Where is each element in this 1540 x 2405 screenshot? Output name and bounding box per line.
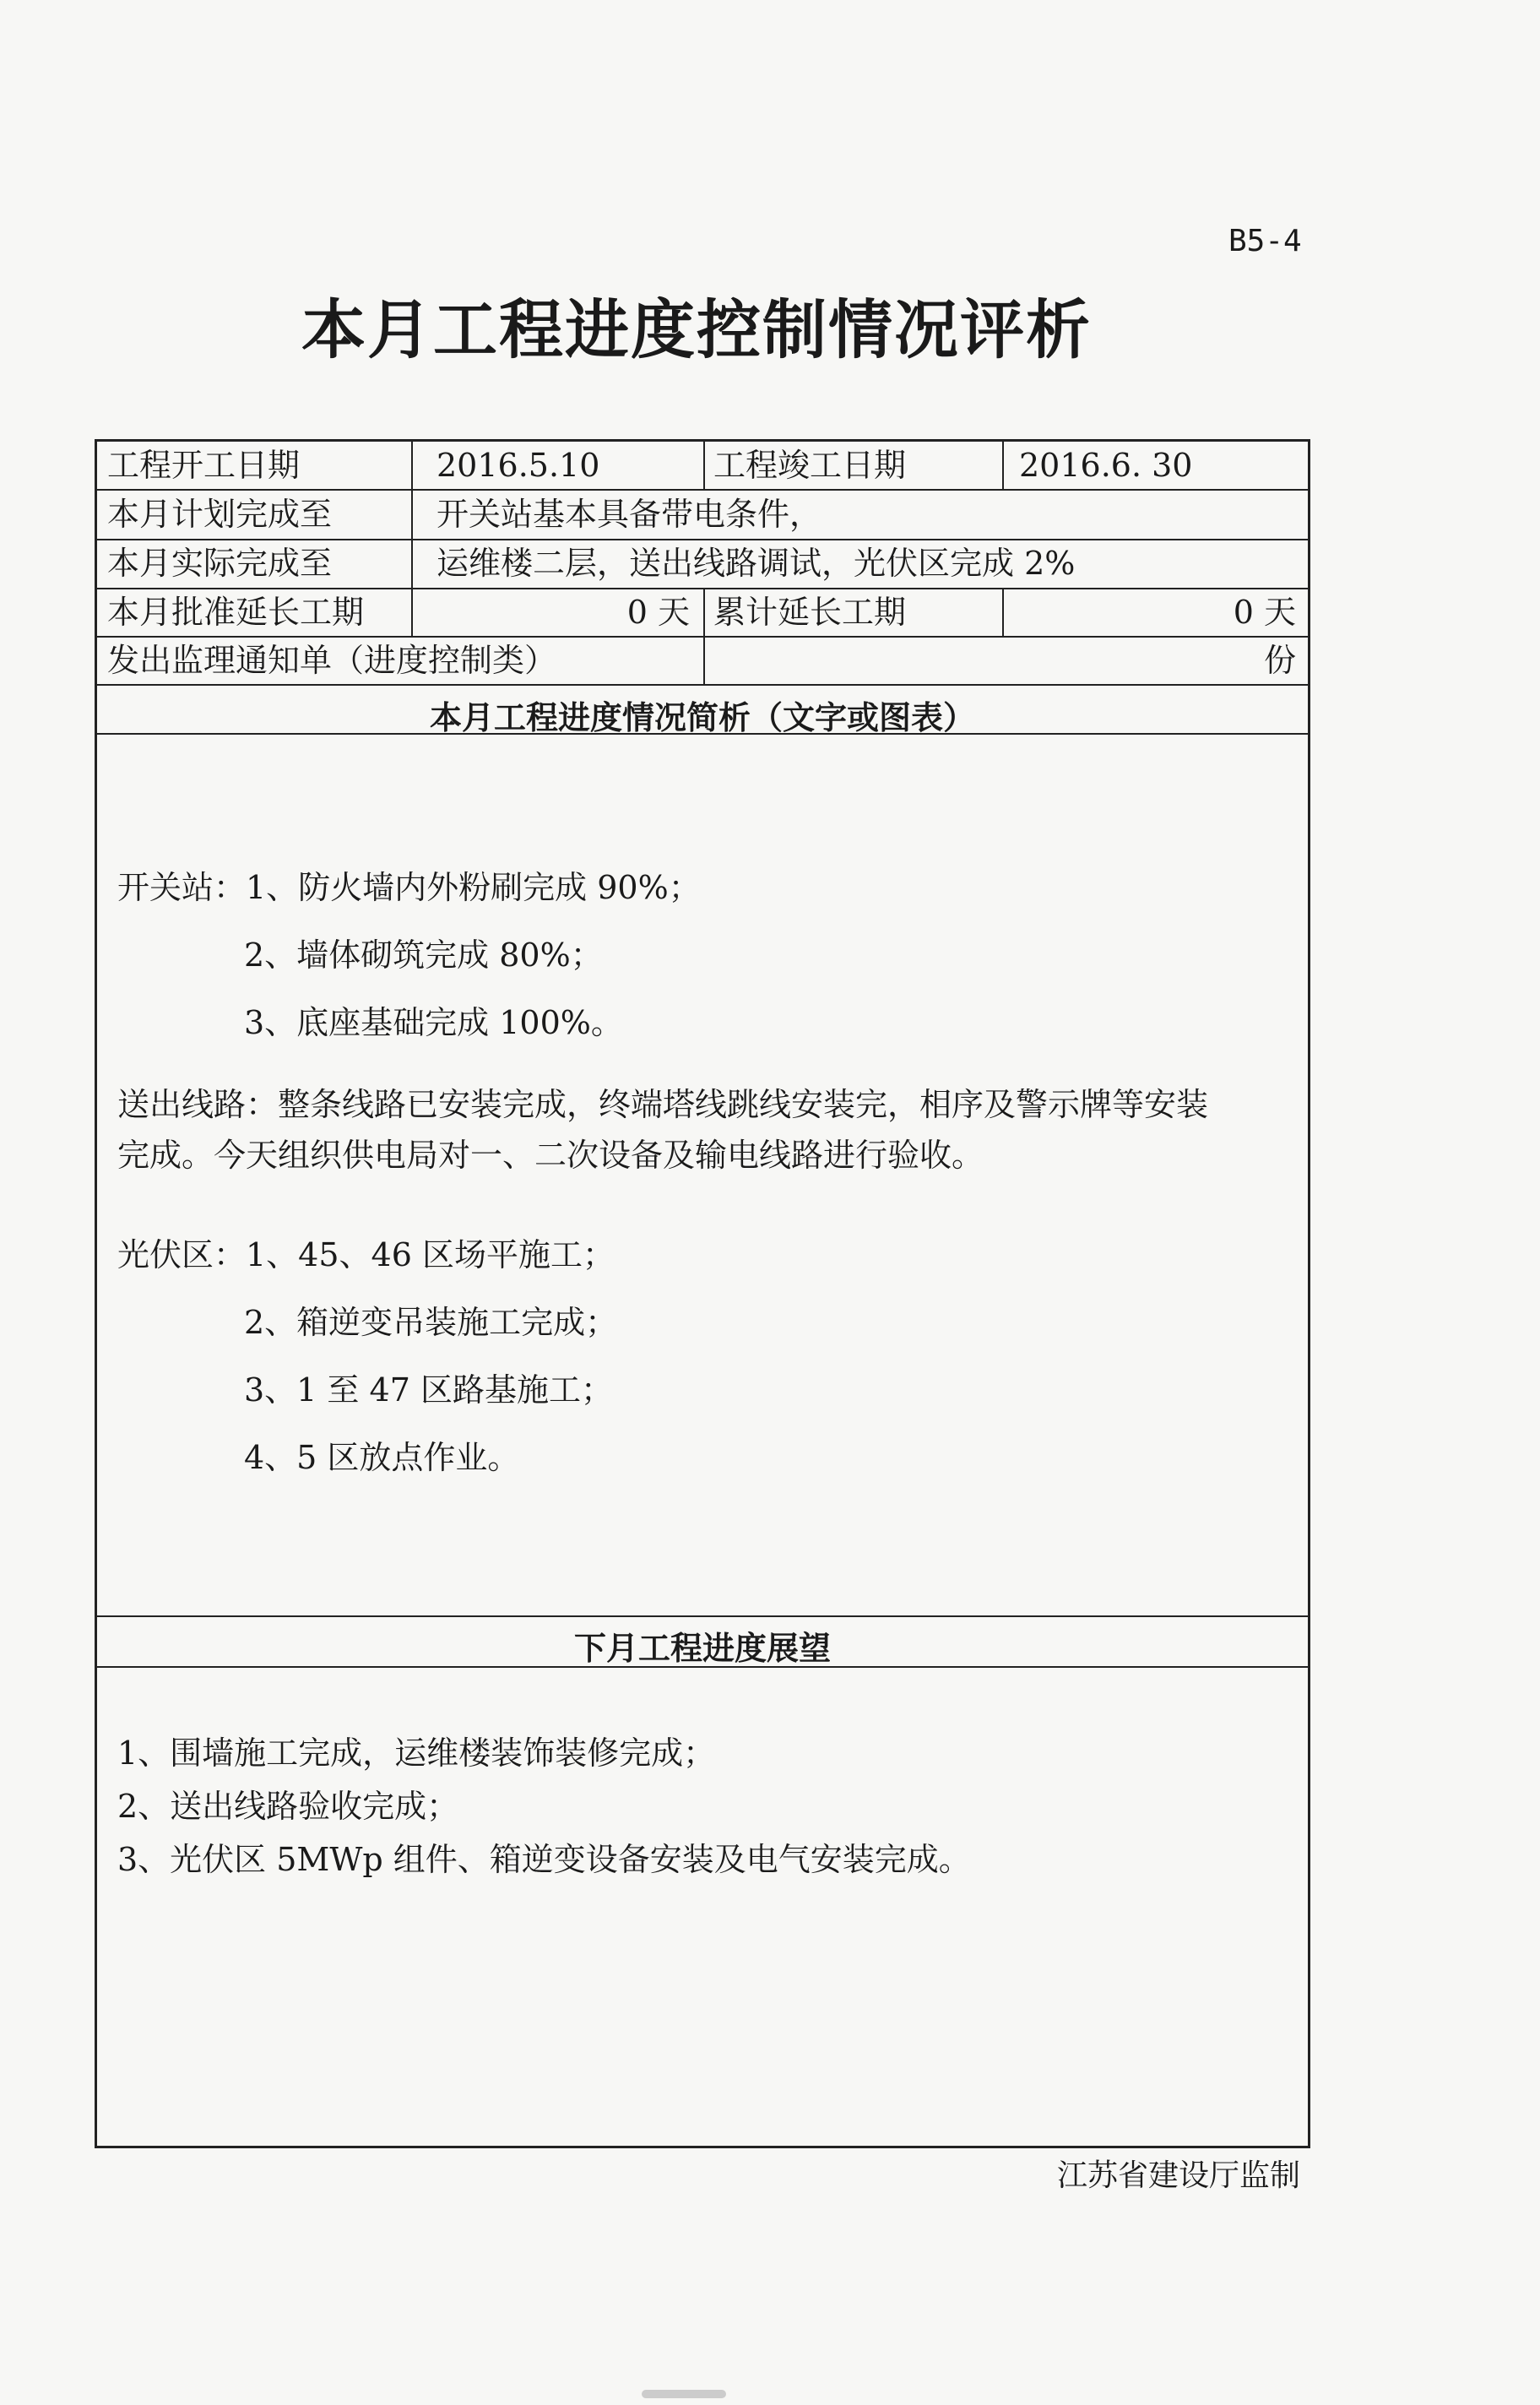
col-divider bbox=[1002, 588, 1004, 636]
outlook-item: 3、光伏区 5MWp 组件、箱逆变设备安装及电气安装完成。 bbox=[117, 1841, 971, 1878]
notice-value: 份 bbox=[1263, 642, 1296, 679]
pv-area-item: 3、1 至 47 区路基施工； bbox=[244, 1371, 613, 1409]
pv-area-item: 2、箱逆变吊装施工完成； bbox=[244, 1304, 618, 1341]
start-date-value: 2016.5.10 bbox=[437, 447, 600, 484]
outlook-item: 1、围墙施工完成，运维楼装饰装修完成； bbox=[117, 1735, 716, 1772]
outlook-item: 2、送出线路验收完成； bbox=[117, 1788, 459, 1825]
form-code: B5-4 bbox=[1228, 224, 1302, 258]
cumulative-ext-value: 0 天 bbox=[1233, 594, 1296, 631]
planned-label: 本月计划完成至 bbox=[107, 496, 333, 533]
col-divider bbox=[703, 636, 705, 684]
row-divider bbox=[97, 539, 1308, 540]
col-divider bbox=[411, 442, 413, 636]
issuer-footer: 江苏省建设厅监制 bbox=[1057, 2158, 1301, 2193]
analysis-heading: 本月工程进度情况简析（文字或图表） bbox=[429, 699, 975, 736]
start-date-label: 工程开工日期 bbox=[107, 447, 301, 484]
switch-station-item: 3、底座基础完成 100%。 bbox=[244, 1004, 623, 1041]
actual-label: 本月实际完成至 bbox=[107, 545, 333, 582]
page-title: 本月工程进度控制情况评析 bbox=[301, 292, 1092, 367]
outlook-heading: 下月工程进度展望 bbox=[573, 1630, 831, 1667]
scan-mark bbox=[642, 2390, 726, 2398]
end-date-label: 工程竣工日期 bbox=[713, 447, 907, 484]
cumulative-ext-label: 累计延长工期 bbox=[713, 594, 907, 631]
transmission-line-text: 完成。今天组织供电局对一、二次设备及输电线路进行验收。 bbox=[117, 1137, 984, 1174]
progress-table bbox=[95, 439, 1310, 2148]
row-divider bbox=[97, 636, 1308, 638]
switch-station-item: 开关站：1、防火墙内外粉刷完成 90%； bbox=[117, 869, 701, 906]
notice-label: 发出监理通知单（进度控制类） bbox=[107, 642, 557, 679]
pv-area-item: 光伏区：1、45、46 区场平施工； bbox=[117, 1236, 615, 1273]
pv-area-item: 4、5 区放点作业。 bbox=[244, 1439, 520, 1476]
row-divider bbox=[97, 489, 1308, 491]
row-divider bbox=[97, 588, 1308, 589]
transmission-line-text: 送出线路：整条线路已安装完成，终端塔线跳线安装完，相序及警示牌等安装 bbox=[117, 1086, 1209, 1123]
switch-station-item: 2、墙体砌筑完成 80%； bbox=[244, 936, 603, 974]
end-date-value: 2016.6. 30 bbox=[1019, 447, 1193, 484]
col-divider bbox=[1002, 442, 1004, 489]
row-divider bbox=[97, 1615, 1308, 1617]
col-divider bbox=[703, 588, 705, 636]
col-divider bbox=[703, 442, 705, 489]
actual-value: 运维楼二层，送出线路调试，光伏区完成 2% bbox=[437, 545, 1076, 582]
planned-value: 开关站基本具备带电条件， bbox=[437, 496, 822, 533]
row-divider bbox=[97, 684, 1308, 686]
approved-ext-value: 0 天 bbox=[626, 594, 690, 631]
approved-ext-label: 本月批准延长工期 bbox=[107, 594, 365, 631]
